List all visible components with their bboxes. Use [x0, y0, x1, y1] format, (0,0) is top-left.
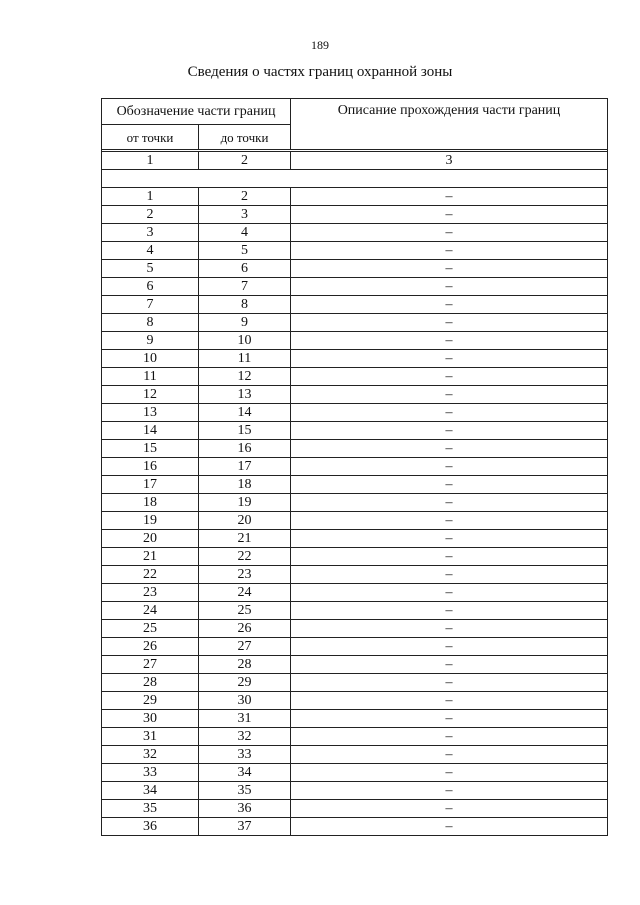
to-point-cell: 18: [199, 476, 291, 494]
from-point-cell: 36: [102, 818, 199, 836]
table-row: [102, 440, 608, 458]
header-from-point: от точки: [102, 125, 199, 150]
from-point-cell: 9: [102, 332, 199, 350]
table-row: [102, 224, 608, 242]
to-point-cell: 10: [199, 332, 291, 350]
table-row: [102, 710, 608, 728]
table-row: [102, 512, 608, 530]
from-point-cell: 10: [102, 350, 199, 368]
to-point-cell: 12: [199, 368, 291, 386]
from-point-cell: 3: [102, 224, 199, 242]
table-row: [102, 674, 608, 692]
from-point-cell: 35: [102, 800, 199, 818]
to-point-cell: 30: [199, 692, 291, 710]
table-row: [102, 260, 608, 278]
table-row: [102, 764, 608, 782]
table-row: [102, 602, 608, 620]
from-point-cell: 5: [102, 260, 199, 278]
table-row: [102, 206, 608, 224]
from-point-cell: 2: [102, 206, 199, 224]
description-cell: –: [291, 476, 608, 494]
table-row: [102, 656, 608, 674]
column-number-3: 3: [291, 152, 608, 170]
description-cell: –: [291, 404, 608, 422]
from-point-cell: 30: [102, 710, 199, 728]
from-point-cell: 26: [102, 638, 199, 656]
to-point-cell: 27: [199, 638, 291, 656]
from-point-cell: 16: [102, 458, 199, 476]
to-point-cell: 32: [199, 728, 291, 746]
description-cell: –: [291, 548, 608, 566]
table-row: [102, 404, 608, 422]
to-point-cell: 23: [199, 566, 291, 584]
to-point-cell: 4: [199, 224, 291, 242]
table-row: [102, 188, 608, 206]
table-row: [102, 530, 608, 548]
to-point-cell: 5: [199, 242, 291, 260]
from-point-cell: 8: [102, 314, 199, 332]
from-point-cell: 27: [102, 656, 199, 674]
description-cell: –: [291, 746, 608, 764]
description-cell: –: [291, 242, 608, 260]
to-point-cell: 6: [199, 260, 291, 278]
description-cell: –: [291, 818, 608, 836]
from-point-cell: 32: [102, 746, 199, 764]
table-row: [102, 620, 608, 638]
from-point-cell: 18: [102, 494, 199, 512]
from-point-cell: 21: [102, 548, 199, 566]
from-point-cell: 20: [102, 530, 199, 548]
description-cell: –: [291, 332, 608, 350]
description-cell: –: [291, 224, 608, 242]
table-row: [102, 566, 608, 584]
page-title: Сведения о частях границ охранной зоны: [187, 64, 453, 80]
description-cell: –: [291, 494, 608, 512]
description-cell: –: [291, 260, 608, 278]
table-row: [102, 296, 608, 314]
description-cell: –: [291, 440, 608, 458]
description-cell: –: [291, 314, 608, 332]
to-point-cell: 21: [199, 530, 291, 548]
to-point-cell: 24: [199, 584, 291, 602]
description-cell: –: [291, 692, 608, 710]
table-row: [102, 494, 608, 512]
description-cell: –: [291, 368, 608, 386]
description-cell: –: [291, 206, 608, 224]
to-point-cell: 33: [199, 746, 291, 764]
header-row: [102, 99, 608, 125]
to-point-cell: 19: [199, 494, 291, 512]
page-number: 189: [311, 38, 329, 52]
to-point-cell: 35: [199, 782, 291, 800]
to-point-cell: 22: [199, 548, 291, 566]
table-row: [102, 800, 608, 818]
table-row: [102, 332, 608, 350]
description-cell: –: [291, 764, 608, 782]
to-point-cell: 17: [199, 458, 291, 476]
to-point-cell: 16: [199, 440, 291, 458]
table-row: [102, 584, 608, 602]
from-point-cell: 28: [102, 674, 199, 692]
from-point-cell: 15: [102, 440, 199, 458]
from-point-cell: 4: [102, 242, 199, 260]
table-row: [102, 242, 608, 260]
table-row: [102, 350, 608, 368]
to-point-cell: 26: [199, 620, 291, 638]
header-description: Описание прохождения части границ: [291, 99, 608, 150]
table-row: [102, 422, 608, 440]
boundary-parts-table: [101, 98, 608, 836]
from-point-cell: 17: [102, 476, 199, 494]
to-point-cell: 37: [199, 818, 291, 836]
from-point-cell: 22: [102, 566, 199, 584]
from-point-cell: 24: [102, 602, 199, 620]
from-point-cell: 6: [102, 278, 199, 296]
to-point-cell: 15: [199, 422, 291, 440]
description-cell: –: [291, 800, 608, 818]
description-cell: –: [291, 710, 608, 728]
description-cell: –: [291, 350, 608, 368]
table-row: [102, 548, 608, 566]
to-point-cell: 20: [199, 512, 291, 530]
from-point-cell: 31: [102, 728, 199, 746]
to-point-cell: 7: [199, 278, 291, 296]
from-point-cell: 33: [102, 764, 199, 782]
table-row: [102, 638, 608, 656]
description-cell: –: [291, 620, 608, 638]
to-point-cell: 28: [199, 656, 291, 674]
table-row: [102, 476, 608, 494]
header-to-point: до точки: [199, 125, 291, 150]
to-point-cell: 34: [199, 764, 291, 782]
description-cell: –: [291, 566, 608, 584]
description-cell: –: [291, 458, 608, 476]
from-point-cell: 29: [102, 692, 199, 710]
table-row: [102, 692, 608, 710]
from-point-cell: 1: [102, 188, 199, 206]
description-cell: –: [291, 728, 608, 746]
from-point-cell: 12: [102, 386, 199, 404]
from-point-cell: 14: [102, 422, 199, 440]
column-number-2: 2: [199, 152, 291, 170]
to-point-cell: 11: [199, 350, 291, 368]
column-numbers-row: [102, 152, 608, 170]
to-point-cell: 3: [199, 206, 291, 224]
from-point-cell: 34: [102, 782, 199, 800]
to-point-cell: 8: [199, 296, 291, 314]
description-cell: –: [291, 278, 608, 296]
description-cell: –: [291, 296, 608, 314]
description-cell: –: [291, 656, 608, 674]
to-point-cell: 2: [199, 188, 291, 206]
description-cell: –: [291, 512, 608, 530]
description-cell: –: [291, 674, 608, 692]
blank-section-row: [102, 170, 608, 188]
to-point-cell: 14: [199, 404, 291, 422]
to-point-cell: 29: [199, 674, 291, 692]
from-point-cell: 23: [102, 584, 199, 602]
table-row: [102, 818, 608, 836]
description-cell: –: [291, 530, 608, 548]
column-number-1: 1: [102, 152, 199, 170]
description-cell: –: [291, 422, 608, 440]
table-row: [102, 746, 608, 764]
from-point-cell: 11: [102, 368, 199, 386]
table-row: [102, 278, 608, 296]
table-row: [102, 728, 608, 746]
to-point-cell: 36: [199, 800, 291, 818]
to-point-cell: 25: [199, 602, 291, 620]
description-cell: –: [291, 638, 608, 656]
table-row: [102, 782, 608, 800]
table-row: [102, 458, 608, 476]
table-row: [102, 368, 608, 386]
to-point-cell: 13: [199, 386, 291, 404]
from-point-cell: 7: [102, 296, 199, 314]
to-point-cell: 9: [199, 314, 291, 332]
header-part-designation: Обозначение части границ: [102, 99, 291, 125]
description-cell: –: [291, 782, 608, 800]
description-cell: –: [291, 188, 608, 206]
description-cell: –: [291, 584, 608, 602]
table-row: [102, 314, 608, 332]
description-cell: –: [291, 602, 608, 620]
to-point-cell: 31: [199, 710, 291, 728]
from-point-cell: 13: [102, 404, 199, 422]
table-row: [102, 386, 608, 404]
description-cell: –: [291, 386, 608, 404]
from-point-cell: 19: [102, 512, 199, 530]
from-point-cell: 25: [102, 620, 199, 638]
